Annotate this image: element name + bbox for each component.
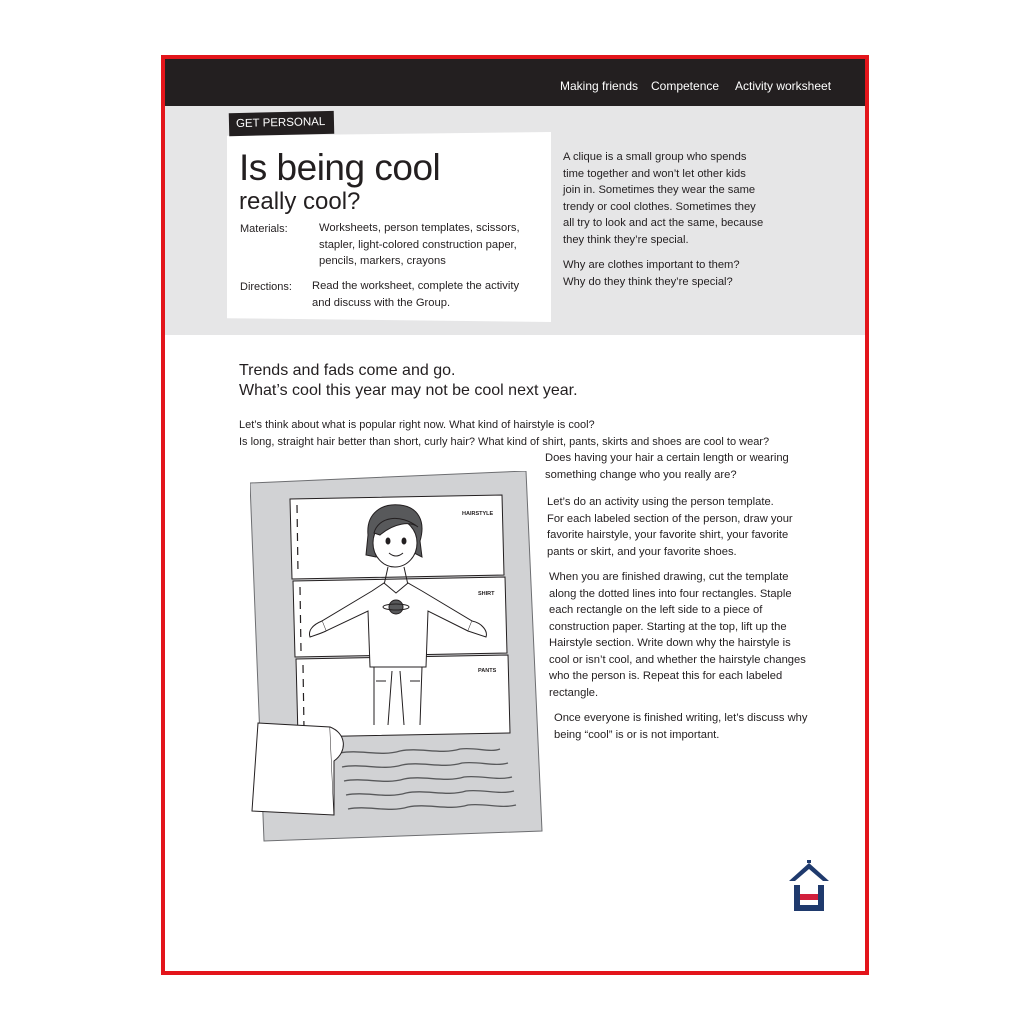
worksheet-page: [161, 55, 869, 975]
top-navigation-bar: [165, 59, 865, 106]
body-line: pants or skirt, and your favorite shoes.: [547, 545, 737, 558]
page-title: Is being cool: [239, 147, 441, 188]
materials-line: pencils, markers, crayons: [319, 255, 446, 267]
nav-activity-worksheet[interactable]: Activity worksheet: [735, 79, 832, 93]
subheading-line: Trends and fads come and go.: [239, 362, 456, 379]
body-line: Let’s think about what is popular right now. What kind of hairstyle is cool?: [239, 419, 595, 431]
body-line: Is long, straight hair better than short, curly hair? What kind of shirt, pants, skirts and shoes are cool to wear?: [239, 435, 770, 448]
nav-making-friends[interactable]: Making friends: [560, 79, 639, 93]
directions-line: Read the worksheet, complete the activity: [312, 280, 520, 292]
intro-paragraph: [563, 149, 763, 290]
body-line: favorite hairstyle, your favorite shirt, your favorite: [547, 529, 789, 541]
subheading: [239, 361, 578, 400]
body-paragraph-3: [549, 569, 806, 701]
materials-list: [319, 220, 520, 270]
body-line: Let’s do an activity using the person template.: [547, 496, 774, 508]
body-line: who the person is. Repeat this for each labeled: [549, 670, 783, 682]
intro-line: A clique is a small group who spends: [563, 151, 747, 163]
intro-line: trendy or cool clothes. Sometimes they: [563, 200, 756, 213]
hairstyle-label: HAIRSTYLE: [462, 511, 494, 517]
intro-line: they think they’re special.: [563, 233, 689, 246]
intro-question: Why do they think they’re special?: [563, 275, 733, 288]
directions-text: [312, 278, 519, 311]
directions-line: and discuss with the Group.: [312, 296, 451, 309]
person-template-illustration: [250, 471, 560, 843]
section-tag: GET PERSONAL: [229, 111, 335, 136]
body-paragraph-4: [554, 710, 808, 743]
shirt-label: SHIRT: [478, 591, 495, 597]
intro-line: join in. Sometimes they wear the same: [563, 184, 756, 196]
directions-label: Directions:: [240, 281, 292, 293]
body-line: something change who you really are?: [545, 468, 737, 481]
body-line: For each labeled section of the person, draw your: [547, 512, 793, 525]
body-line: Does having your hair a certain length or wearing: [545, 452, 789, 464]
subheading-line: What’s cool this year may not be cool next year.: [239, 381, 578, 399]
body-line: Hairstyle section. Write down why the hairstyle is: [549, 637, 791, 649]
intro-question: Why are clothes important to them?: [563, 259, 740, 271]
body-paragraph-1: [545, 450, 789, 483]
intro-line: all try to look and act the same, because: [563, 217, 764, 229]
materials-line: Worksheets, person templates, scissors,: [319, 222, 520, 234]
body-intro: [239, 417, 769, 450]
body-line: When you are finished drawing, cut the template: [549, 571, 789, 583]
curled-paper: [252, 723, 334, 815]
body-line: along the dotted lines into four rectangles. Staple: [549, 587, 792, 600]
body-line: rectangle.: [549, 686, 599, 699]
house-logo-icon: [787, 859, 831, 915]
intro-line: time together and won’t let other kids: [563, 167, 746, 180]
materials-line: stapler, light-colored construction paper,: [319, 238, 517, 251]
body-line: cool or isn’t cool, and whether the hairstyle changes: [549, 653, 806, 666]
body-line: each rectangle on the left side to a piece of: [549, 604, 763, 616]
pants-label: PANTS: [478, 668, 497, 674]
body-line: Once everyone is finished writing, let’s discuss why: [554, 712, 808, 724]
body-paragraph-2: [547, 494, 793, 560]
body-line: construction paper. Starting at the top, lift up the: [549, 620, 787, 633]
body-line: being “cool” is or is not important.: [554, 728, 720, 741]
nav-competence[interactable]: Competence: [651, 79, 720, 93]
materials-label: Materials:: [240, 223, 288, 235]
page-subtitle: really cool?: [239, 188, 361, 215]
